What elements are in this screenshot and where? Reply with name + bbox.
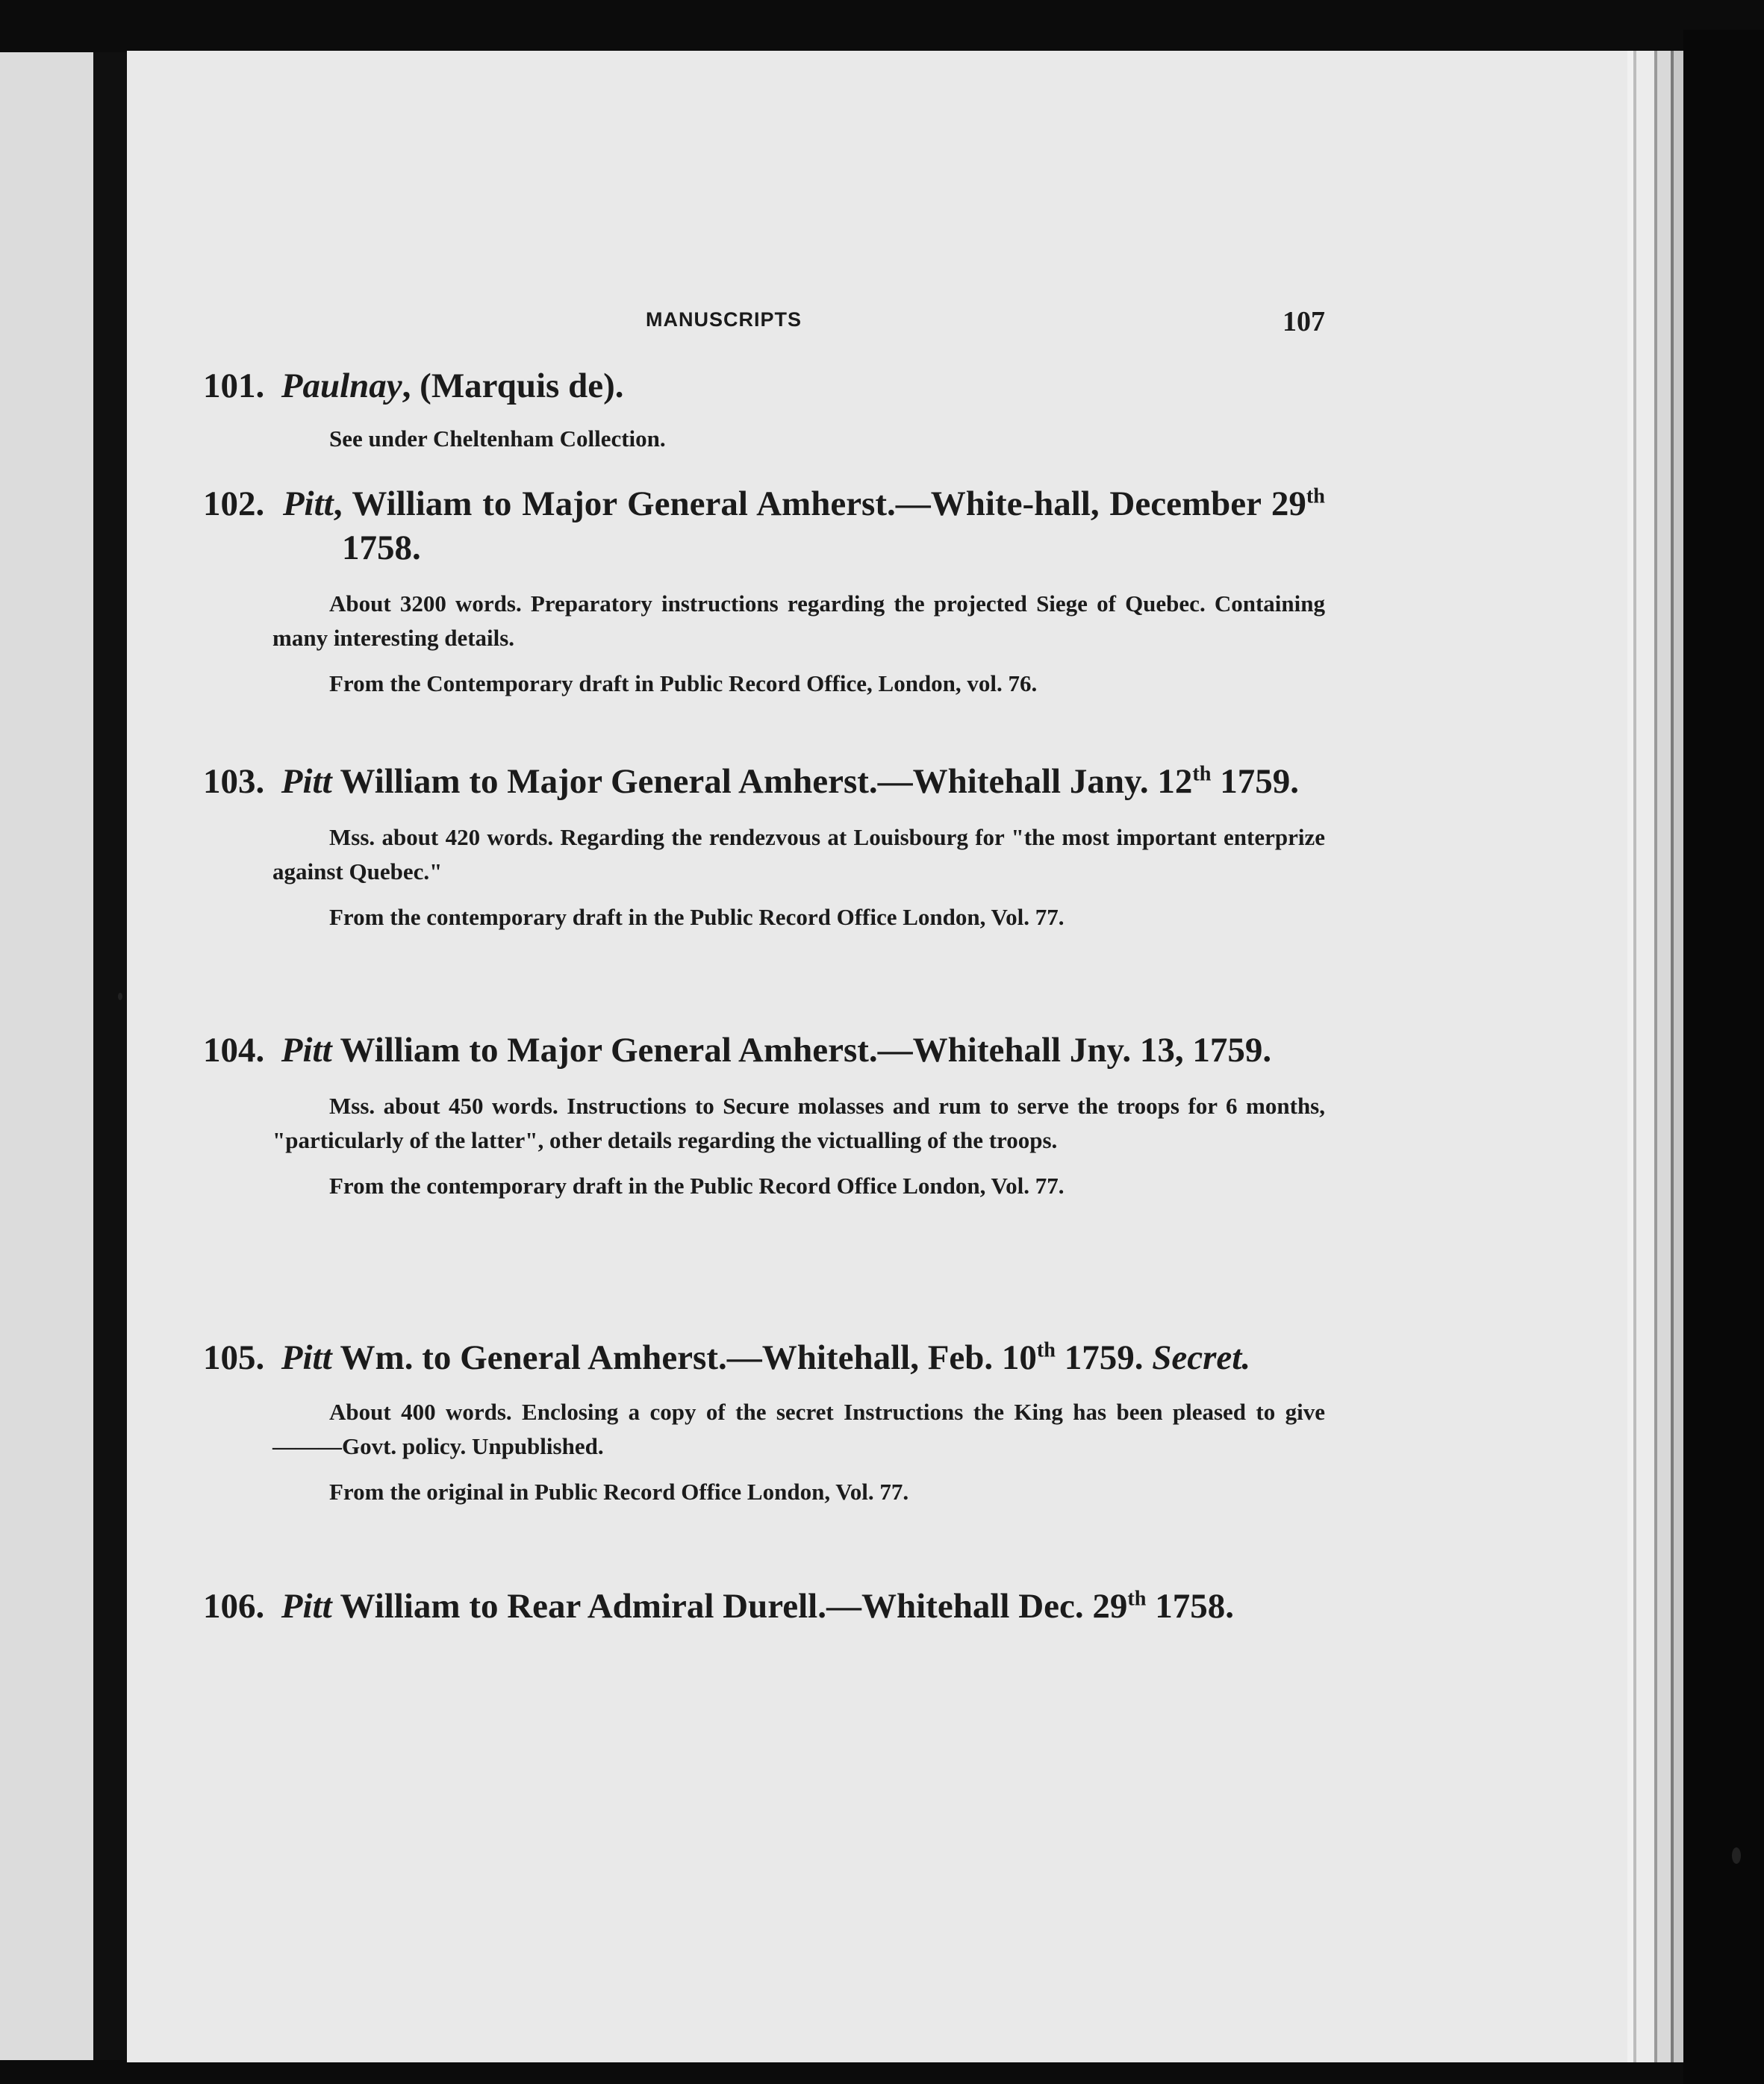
- adjacent-page-edge: [0, 52, 93, 2060]
- entry-note: Mss. about 450 words. Instructions to Secure molasses and rum to serve the troops for 6 months, "particularly of the latter", other details regarding the victualling of the troops.: [272, 1093, 1325, 1153]
- entry-date-year: 1759.: [1056, 1338, 1153, 1377]
- entry-source: From the contemporary draft in the Public Record Office London, Vol. 77.: [329, 904, 1065, 930]
- entry-title: Wm. to General Amherst.—Whitehall, Feb. 10: [331, 1338, 1037, 1377]
- entry-heading: 103. Pitt William to Major General Amherst.—Whitehall Jany. 12th 1759.: [203, 762, 1299, 801]
- entry-heading: 104. Pitt William to Major General Amherst.—Whitehall Jny. 13, 1759.: [203, 1031, 1272, 1070]
- entry-title: William to Major General Amherst.—Whitehall Jny. 13, 1759.: [331, 1031, 1272, 1070]
- catalog-entry-101: [203, 364, 1325, 456]
- entry-heading: 102. Pitt, William to Major General Amherst.—White-hall, December 29th 1758.: [203, 484, 1325, 567]
- entry-author: Paulnay: [281, 366, 402, 405]
- entry-note: See under Cheltenham Collection.: [329, 425, 666, 452]
- entry-title: , (Marquis de).: [402, 366, 624, 405]
- entry-source: From the original in Public Record Office London, Vol. 77.: [329, 1479, 909, 1505]
- scan-speck: [118, 993, 122, 1000]
- entry-title: , William to Major General Amherst.—White-hall, December 29: [333, 484, 1306, 523]
- ordinal-suffix: th: [1192, 762, 1212, 786]
- ordinal-suffix: th: [1306, 484, 1325, 508]
- entry-date-year: 1759.: [1211, 762, 1299, 801]
- catalog-entry-103: [203, 760, 1325, 935]
- running-head: [272, 308, 1325, 346]
- entry-note: About 3200 words. Preparatory instructions regarding the projected Siege of Quebec. Containing many interesting details.: [272, 590, 1325, 651]
- running-head-title: MANUSCRIPTS: [646, 308, 802, 331]
- entry-source: From the contemporary draft in the Public Record Office London, Vol. 77.: [329, 1173, 1065, 1199]
- background-shadow: [1683, 30, 1764, 2084]
- scan-speck: [1732, 1847, 1741, 1864]
- entry-title: William to Major General Amherst.—Whitehall Jany. 12: [331, 762, 1193, 801]
- book-page: [127, 51, 1627, 2062]
- entry-author: Pitt: [282, 484, 334, 523]
- entry-source: From the Contemporary draft in Public Record Office, London, vol. 76.: [329, 670, 1038, 696]
- entry-heading: 101. Paulnay, (Marquis de).: [203, 366, 624, 405]
- entry-heading: 105. Pitt Wm. to General Amherst.—Whitehall, Feb. 10th 1759. Secret.: [203, 1338, 1251, 1377]
- entry-author: Pitt: [281, 1338, 332, 1377]
- entry-date-year: 1758.: [342, 528, 421, 567]
- entry-author: Pitt: [281, 1587, 332, 1626]
- catalog-entry-105: [203, 1336, 1325, 1509]
- ordinal-suffix: th: [1127, 1587, 1147, 1611]
- entry-note: About 400 words. Enclosing a copy of the secret Instructions the King has been pleased to give———Govt. policy. Unpublished.: [272, 1399, 1325, 1459]
- ordinal-suffix: th: [1036, 1338, 1056, 1362]
- catalog-entry-104: [203, 1029, 1325, 1203]
- entry-author: Pitt: [281, 1031, 332, 1070]
- book-gutter: [93, 52, 127, 2060]
- entry-heading: 106. Pitt William to Rear Admiral Durell.—Whitehall Dec. 29th 1758.: [203, 1587, 1234, 1626]
- entry-note: Mss. about 420 words. Regarding the rendezvous at Louisbourg for "the most important enterprize against Quebec.": [272, 824, 1325, 885]
- page-edge-stack: [1627, 51, 1683, 2062]
- entry-author: Pitt: [281, 762, 332, 801]
- page-number: 107: [1283, 306, 1325, 337]
- catalog-entry-106: [203, 1585, 1325, 1629]
- entry-title: William to Rear Admiral Durell.—Whitehall Dec. 29: [331, 1587, 1128, 1626]
- entry-date-year: 1758.: [1146, 1587, 1234, 1626]
- catalog-entry-102: [203, 482, 1325, 701]
- entry-secret-mark: Secret.: [1152, 1338, 1251, 1377]
